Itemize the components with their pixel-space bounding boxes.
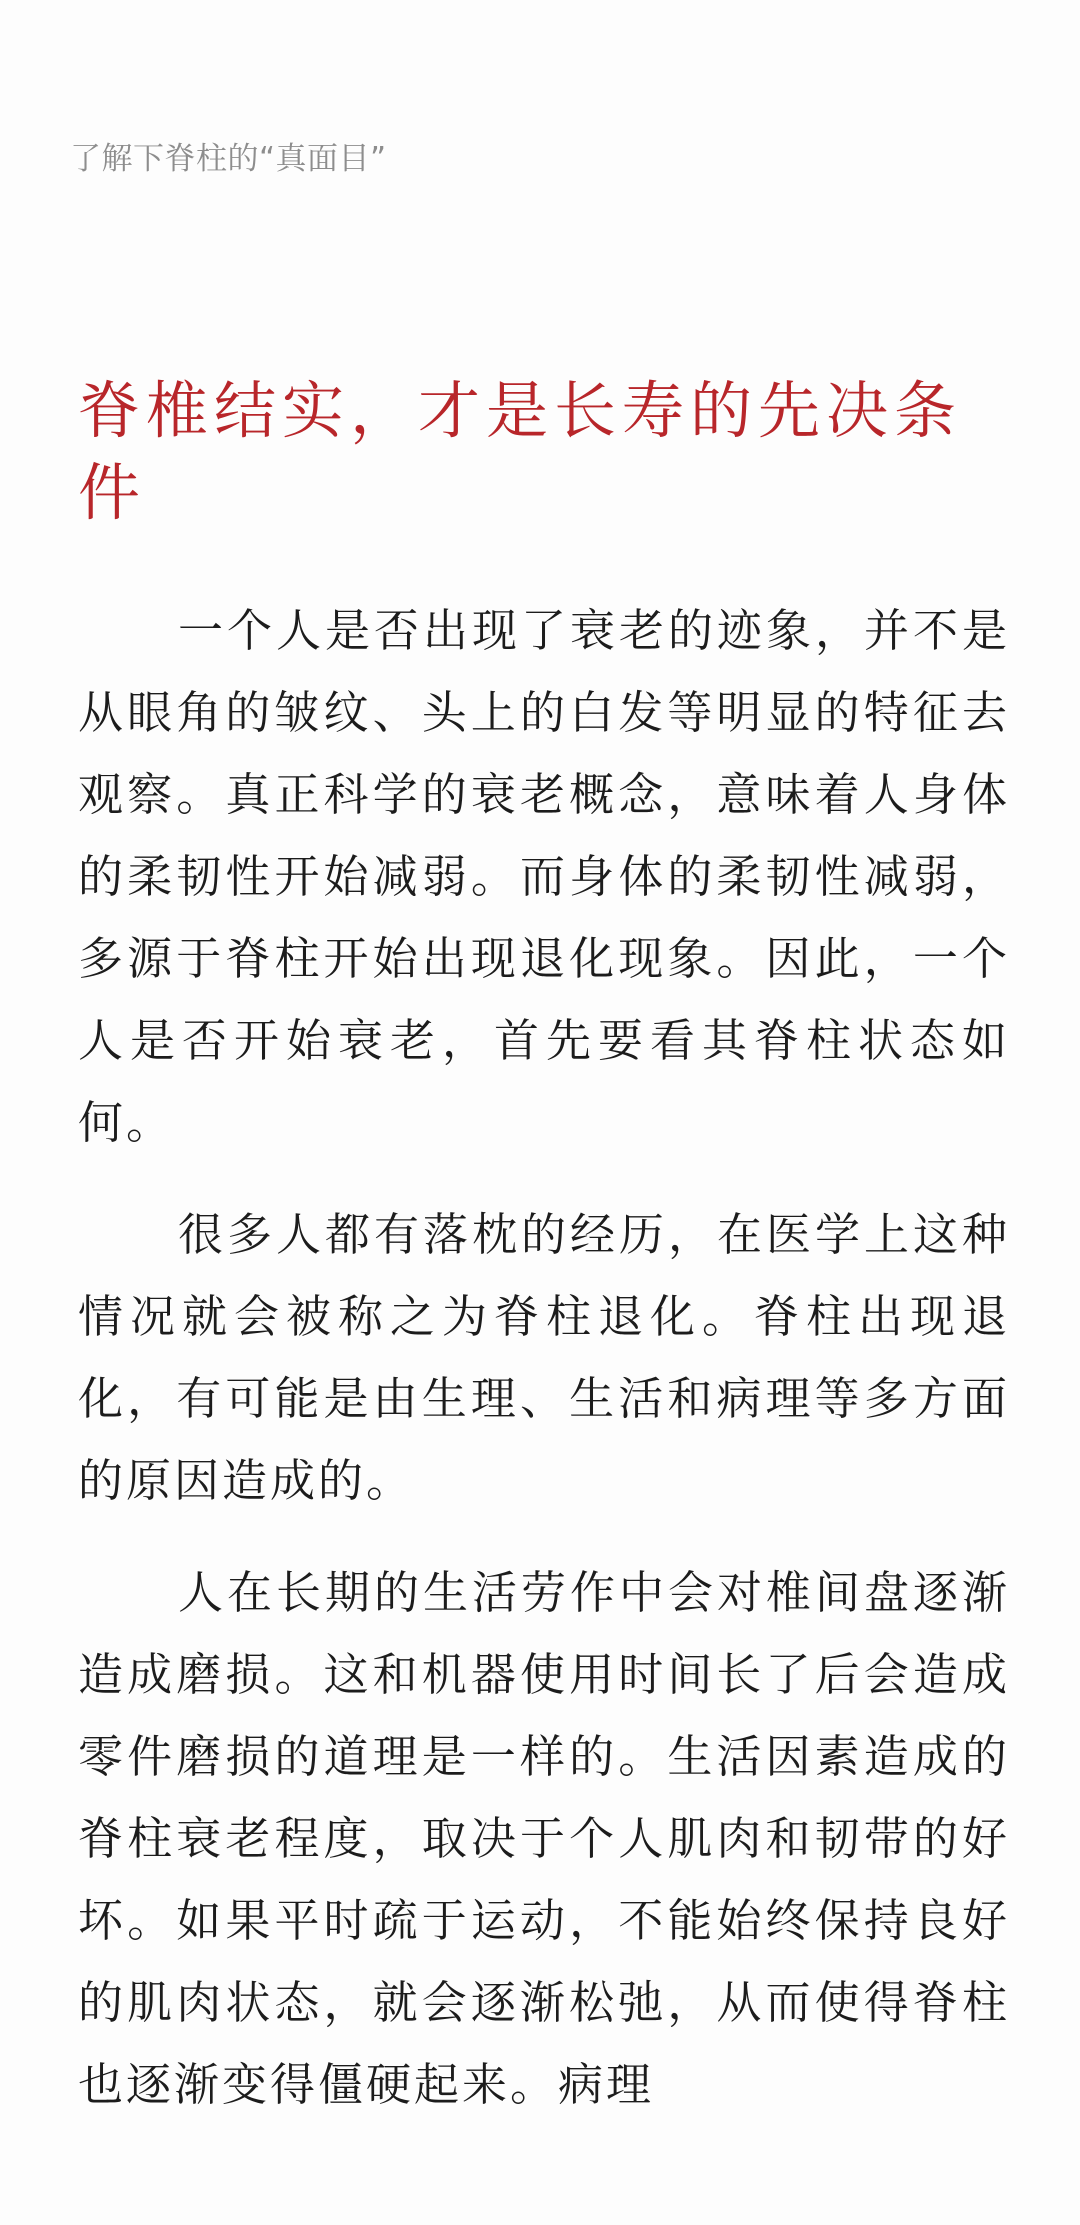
paragraph-1: 一个人是否出现了衰老的迹象，并不是从眼角的皱纹、头上的白发等明显的特征去观察。真正科学的衰老概念，意味着人身体的柔韧性开始减弱。而身体的柔韧性减弱，多源于脊柱开始出现退化现象。因此，一个人是否开始衰老，首先要看其脊柱状态如何。 <box>78 604 1010 1149</box>
article-body <box>78 590 1010 2156</box>
section-title: 脊椎结实，才是长寿的先决条件 <box>78 374 963 529</box>
paragraph-3: 人在长期的生活劳作中会对椎间盘逐渐造成磨损。这和机器使用时间长了后会造成零件磨损的道理是一样的。生活因素造成的脊柱衰老程度，取决于个人肌肉和韧带的好坏。如果平时疏于运动，不能始终保持良好的肌肉状态，就会逐渐松弛，从而使得脊柱也逐渐变得僵硬起来。病理 <box>78 1566 1010 2111</box>
running-header: 了解下脊柱的“真面目” <box>70 141 387 177</box>
paragraph-2: 很多人都有落枕的经历，在医学上这种情况就会被称之为脊柱退化。脊柱出现退化，有可能是由生理、生活和病理等多方面的原因造成的。 <box>78 1208 1010 1507</box>
